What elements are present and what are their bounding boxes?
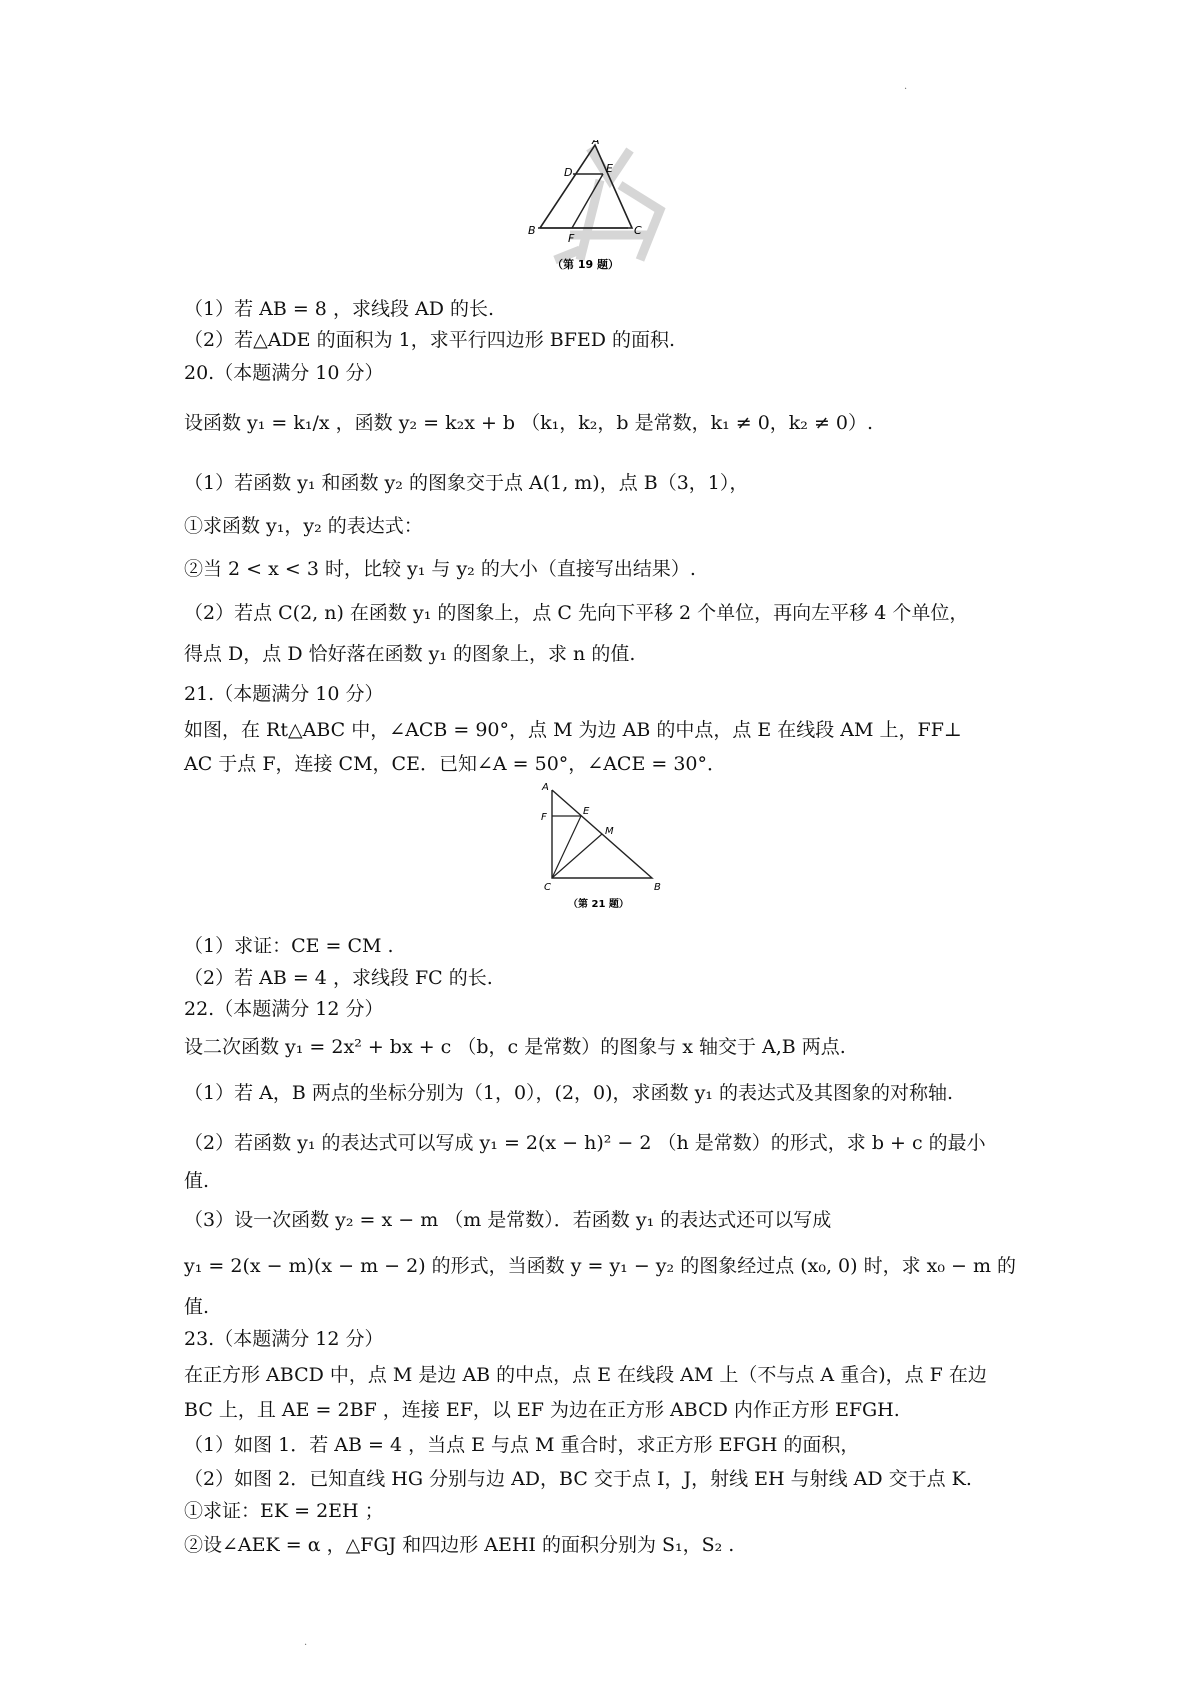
q20-header: 20.（本题满分 10 分）	[184, 362, 384, 384]
q21-line1: 如图，在 Rt△ABC 中，∠ACB = 90°，点 M 为边 AB 的中点，点 E 在线段 AM 上，FF⊥	[184, 719, 962, 741]
figure-19-diagram	[510, 140, 710, 290]
label-E: E	[606, 162, 613, 175]
label-C: C	[634, 224, 642, 237]
q23-line2: BC 上，且 AE = 2BF ，连接 EF，以 EF 为边在正方形 ABCD 内作正方形 EFGH.	[184, 1399, 900, 1421]
q20-line5: （2）若点 C(2, n) 在函数 y₁ 的图象上，点 C 先向下平移 2 个单位，再向左平移 4 个单位，	[184, 602, 969, 624]
label-B: B	[654, 882, 661, 893]
q22-header: 22.（本题满分 12 分）	[184, 998, 384, 1020]
label-D: D	[564, 166, 573, 179]
q19-part1: （1）若 AB = 8 ，求线段 AD 的长.	[184, 298, 495, 320]
label-B: B	[528, 224, 536, 237]
scan-dot: ·	[904, 84, 908, 95]
q20-line1: 设函数 y₁ = k₁/x ，函数 y₂ = k₂x + b （k₁，k₂，b 是常数，k₁ ≠ 0，k₂ ≠ 0）.	[184, 412, 874, 434]
label-M: M	[605, 826, 614, 837]
triangle-ABC-outline	[540, 145, 632, 228]
figure-21-caption: （第 21 题）	[568, 899, 629, 910]
q22-line4: 值.	[184, 1170, 210, 1192]
label-C: C	[544, 882, 551, 893]
q23-line4: （2）如图 2．已知直线 HG 分别与边 AD，BC 交于点 I，J，射线 EH 与射线 AD 交于点 K.	[184, 1468, 972, 1490]
q22-line1: 设二次函数 y₁ = 2x² + bx + c （b，c 是常数）的图象与 x 轴交于 A,B 两点.	[184, 1036, 846, 1058]
q22-line2: （1）若 A，B 两点的坐标分别为（1，0），(2，0)，求函数 y₁ 的表达式及其图象的对称轴.	[184, 1082, 954, 1104]
q22-line7: 值.	[184, 1296, 210, 1318]
q20-line6: 得点 D，点 D 恰好落在函数 y₁ 的图象上，求 n 的值.	[184, 643, 636, 665]
q19-part2: （2）若△ADE 的面积为 1，求平行四边形 BFED 的面积.	[184, 329, 676, 351]
q23-line6: ②设∠AEK = α ，△FGJ 和四边形 AEHI 的面积分别为 S₁，S₂ .	[184, 1534, 735, 1556]
q21-header: 21.（本题满分 10 分）	[184, 683, 384, 705]
segment-CM	[552, 834, 602, 878]
q22-line5: （3）设一次函数 y₂ = x − m （m 是常数）．若函数 y₁ 的表达式还可以写成	[184, 1209, 832, 1231]
label-E: E	[583, 806, 590, 817]
q23-header: 23.（本题满分 12 分）	[184, 1328, 384, 1350]
label-A: A	[542, 782, 549, 793]
q20-line3: ①求函数 y₁，y₂ 的表达式：	[184, 515, 423, 537]
q23-line3: （1）如图 1．若 AB = 4 ，当点 E 与点 M 重合时，求正方形 EFGH 的面积，	[184, 1434, 860, 1456]
q20-line4: ②当 2 < x < 3 时，比较 y₁ 与 y₂ 的大小（直接写出结果）.	[184, 558, 696, 580]
q20-line2: （1）若函数 y₁ 和函数 y₂ 的图象交于点 A(1, m)，点 B（3，1），	[184, 472, 749, 494]
segment-CE	[552, 816, 581, 878]
q21-part2: （2）若 AB = 4 ，求线段 FC 的长.	[184, 967, 493, 989]
figure-19	[510, 140, 710, 290]
figure-21-diagram	[530, 780, 680, 910]
q23-line5: ①求证：EK = 2EH ；	[184, 1500, 384, 1522]
q22-line6: y₁ = 2(x − m)(x − m − 2) 的形式，当函数 y = y₁ − y₂ 的图象经过点 (x₀, 0) 时，求 x₀ − m 的	[184, 1255, 1017, 1277]
label-F: F	[541, 812, 547, 823]
figure-19-caption: （第 19 题）	[552, 258, 619, 271]
label-F: F	[568, 232, 575, 245]
label-A: A	[592, 140, 600, 147]
q21-part1: （1）求证：CE = CM .	[184, 935, 394, 957]
q21-line2: AC 于点 F，连接 CM，CE．已知∠A = 50°，∠ACE = 30°．	[184, 753, 727, 775]
figure-21	[530, 780, 680, 910]
q22-line3: （2）若函数 y₁ 的表达式可以写成 y₁ = 2(x − h)² − 2 （h 是常数）的形式，求 b + c 的最小	[184, 1132, 986, 1154]
q23-line1: 在正方形 ABCD 中，点 M 是边 AB 的中点，点 E 在线段 AM 上（不与点 A 重合)，点 F 在边	[184, 1364, 987, 1386]
scan-dot: ·	[304, 1640, 308, 1651]
